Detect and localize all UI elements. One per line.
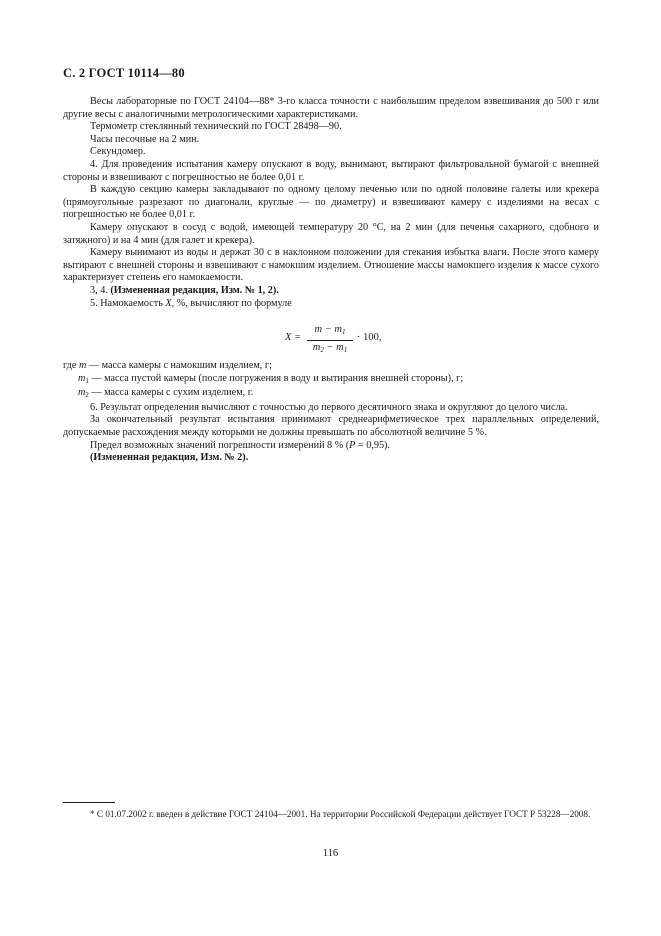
page-header: С. 2 ГОСТ 10114—80 [63, 66, 185, 80]
paragraph: 4. Для проведения испытания камеру опускают в воду, вынимают, вытирают фильтровальной бумагой с внешней стороны и взвешивают с погрешностью не более 0,01 г. [63, 158, 599, 183]
definition-item [63, 387, 599, 402]
paragraph: 6. Результат определения вычисляют с точностью до первого десятичного знака и округляют до целого числа. [90, 401, 568, 413]
paragraph: Часы песочные на 2 мин. [90, 133, 200, 145]
minus-sign: − [323, 341, 337, 353]
symbol-m: m [78, 360, 87, 372]
paragraph: Секундомер. [90, 146, 146, 158]
definition-item [63, 373, 599, 388]
subscript: 1 [343, 345, 348, 354]
footnote-divider [63, 802, 115, 803]
paragraph: В каждую секцию камеры закладывают по одному целому печенью или по одной половине галеты или крекера (прямоугольные разрезают по диагонали, круглые — по диаметру) и взвешивают камеру с изделиями на весах с погрешностью не более 0,01 г. [63, 184, 599, 221]
subscript: 1 [342, 328, 346, 337]
paragraph [63, 440, 599, 453]
formula-lhs: X = [285, 332, 302, 344]
definition-text: — масса камеры с сухим изделием, г. [88, 387, 254, 399]
text-run: %, вычисляют по формуле [176, 297, 292, 309]
paragraph: Термометр стеклянный технический по ГОСТ 28498—90. [90, 121, 342, 133]
paragraph: Камеру опускают в сосуд с водой, имеющей температуру 20 °С, на 2 мин (для печенья сахарного, сдобного и затяжного) и на 4 мин (для галет и крекера). [63, 221, 599, 246]
definition-lead: где [63, 360, 77, 372]
definition-text: — масса камеры с намокшим изделием, г; [86, 360, 272, 372]
amendment-note [63, 285, 599, 298]
text-run: Предел возможных значений погрешности измерений 8 % ( [90, 439, 350, 451]
formula-numerator [307, 324, 353, 341]
symbol-m2: m [312, 341, 321, 353]
amendment-label: (Измененная редакция, Изм. № 2). [90, 452, 249, 464]
formula-rhs: · 100, [357, 332, 382, 344]
subscript: 1 [85, 376, 89, 385]
variable-x: X, [165, 297, 175, 309]
subscript: 2 [85, 391, 89, 400]
paragraph: За окончательный результат испытания принимают среднеарифметическое трех параллельных определений, допускаемые расхождения между которыми не должны превышать по абсолютной величине 5 %. [63, 414, 599, 439]
page-number: 116 [322, 848, 339, 859]
formula-denominator [307, 341, 353, 357]
symbol-m: m [314, 324, 323, 336]
footnote [63, 808, 599, 820]
paragraph: Весы лабораторные по ГОСТ 24104—88* 3-го класса точности с наибольшим пределом взвешивания до 500 г или другие весы с аналогичными метрологическими характеристиками. [63, 96, 599, 120]
footnote-text: * С 01.07.2002 г. введен в действие ГОСТ 24104—2001. На территории Российской Федерации действует ГОСТ Р 53228—2008. [90, 809, 591, 819]
definition-item [63, 360, 599, 373]
definition-text: — масса пустой камеры (после погружения в воду и вытирания внешней стороны), г; [88, 372, 464, 384]
variable-p: P [349, 439, 356, 451]
paragraph: Камеру вынимают из воды и держат 30 с в наклонном положении для стекания избытка влаги. После этого камеру вытирают с внешней стороны и взвешивают с намокшим изделием. Отношение массы намокшего изделия к массе сухого характеризует степень его намокаемости. [63, 247, 599, 284]
subscript: 2 [320, 345, 324, 354]
symbol-m1: m [78, 372, 86, 384]
minus-sign: − [322, 324, 335, 336]
symbol-m1: m [336, 341, 344, 353]
body-text [63, 96, 599, 465]
formula-fraction [307, 324, 353, 356]
amendment-label: (Измененная редакция, Изм. № 1, 2). [110, 284, 279, 296]
text-run: 5. Намокаемость [90, 297, 163, 309]
paragraph [63, 298, 599, 311]
clause-numbers: 3, 4. [90, 284, 108, 296]
symbol-m2: m [78, 387, 86, 399]
symbol-m1: m [334, 324, 343, 336]
formula [63, 324, 599, 354]
text-run: = 0,95). [355, 439, 390, 451]
